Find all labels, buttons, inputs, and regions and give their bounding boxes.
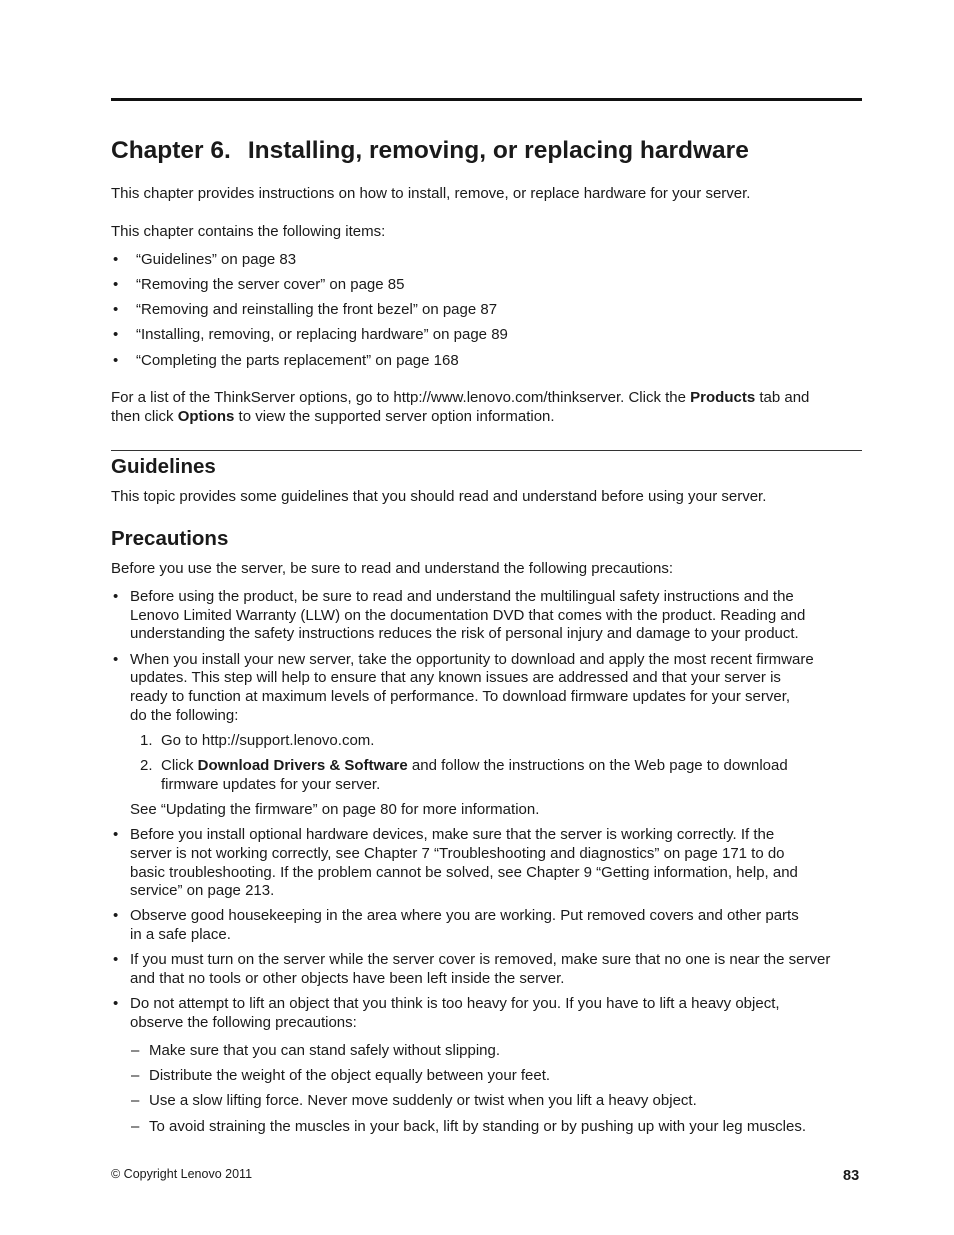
chapter-title: Installing, removing, or replacing hardware: [247, 137, 749, 164]
precautions-intro: Before you use the server, be sure to read and understand the following precautions:: [111, 560, 674, 577]
toc-item[interactable]: “Guidelines” on page 83: [136, 251, 297, 268]
bullet-dot: •: [113, 951, 119, 968]
options-ref: Options: [177, 408, 235, 425]
options-text: then click: [111, 408, 178, 425]
step-1: Go to http://support.lenovo.com.: [161, 732, 375, 749]
step-text: and follow the instructions on the Web page to download: [407, 757, 788, 774]
precaution-line: and that no tools or other objects have been left inside the server.: [130, 970, 565, 987]
precaution-line: do the following:: [130, 707, 239, 724]
bullet-dot: •: [113, 326, 119, 343]
lifting-item: Make sure that you can stand safely without slipping.: [149, 1042, 501, 1059]
precaution-line: updates. This step will help to ensure that any known issues are addressed and that your server is: [130, 669, 781, 686]
toc-item[interactable]: “Completing the parts replacement” on page 168: [136, 352, 459, 369]
toc-item[interactable]: “Removing and reinstalling the front bezel” on page 87: [136, 301, 498, 318]
bullet-dot: •: [113, 352, 119, 369]
bullet-dot: •: [113, 301, 119, 318]
bullet-dot: •: [113, 276, 119, 293]
page-number: 83: [843, 1168, 860, 1184]
chapter-top-rule: [111, 98, 862, 101]
bullet-dot: •: [113, 995, 119, 1012]
precaution-line: basic troubleshooting. If the problem cannot be solved, see Chapter 9 “Getting information, help, and: [130, 864, 798, 881]
bullet-dot: •: [113, 907, 119, 924]
lifting-item: Distribute the weight of the object equally between your feet.: [149, 1067, 551, 1084]
lifting-item: Use a slow lifting force. Never move suddenly or twist when you lift a heavy object.: [149, 1092, 697, 1109]
bullet-dot: •: [113, 651, 119, 668]
options-line-2: [111, 408, 555, 427]
options-line-1: [111, 389, 809, 408]
dash-marker: –: [131, 1067, 140, 1084]
chapter-intro: This chapter provides instructions on how to install, remove, or replace hardware for your server.: [111, 185, 751, 202]
dash-marker: –: [131, 1092, 140, 1109]
step-2-line-2: firmware updates for your server.: [161, 776, 381, 793]
contains-label: This chapter contains the following items:: [111, 223, 386, 240]
copyright: © Copyright Lenovo 2011: [111, 1167, 253, 1181]
step-number: 2.: [140, 757, 153, 774]
download-drivers-ref: Download Drivers & Software: [197, 757, 408, 774]
precaution-line: ready to function at maximum levels of performance. To download firmware updates for your server,: [130, 688, 791, 705]
precaution-line: Before using the product, be sure to read and understand the multilingual safety instructions and the: [130, 588, 794, 605]
precautions-heading: Precautions: [111, 527, 229, 550]
toc-item[interactable]: “Removing the server cover” on page 85: [136, 276, 405, 293]
dash-marker: –: [131, 1042, 140, 1059]
precaution-line: service” on page 213.: [130, 882, 275, 899]
precaution-line: Do not attempt to lift an object that you think is too heavy for you. If you have to lift a heavy object,: [130, 995, 780, 1012]
precaution-line: understanding the safety instructions reduces the risk of personal injury and damage to your product.: [130, 625, 799, 642]
dash-marker: –: [131, 1118, 140, 1135]
bullet-dot: •: [113, 588, 119, 605]
precaution-line: When you install your new server, take the opportunity to download and apply the most recent firmware: [130, 651, 814, 668]
options-text: For a list of the ThinkServer options, go to http://www.lenovo.com/thinkserver. Click the: [111, 389, 691, 406]
options-text: to view the supported server option information.: [234, 408, 555, 425]
step-number: 1.: [140, 732, 153, 749]
products-tab-ref: Products: [690, 389, 756, 406]
precaution-line: server is not working correctly, see Chapter 7 “Troubleshooting and diagnostics” on page 171 to do: [130, 845, 785, 862]
lifting-item: To avoid straining the muscles in your back, lift by standing or by pushing up with your leg muscles.: [149, 1118, 806, 1135]
guidelines-text: This topic provides some guidelines that you should read and understand before using your server.: [111, 488, 767, 505]
section-divider: [111, 450, 862, 451]
chapter-heading: [111, 137, 749, 165]
precaution-line: If you must turn on the server while the server cover is removed, make sure that no one is near the server: [130, 951, 831, 968]
precaution-line: in a safe place.: [130, 926, 231, 943]
precaution-line: Before you install optional hardware devices, make sure that the server is working correctly. If the: [130, 826, 775, 843]
step-2: [161, 757, 788, 776]
see-also: See “Updating the firmware” on page 80 for more information.: [130, 801, 540, 818]
chapter-number: Chapter 6.: [111, 137, 231, 164]
precaution-line: observe the following precautions:: [130, 1014, 357, 1031]
step-text: Click: [161, 757, 198, 774]
precaution-line: Lenovo Limited Warranty (LLW) on the documentation DVD that comes with the product. Reading and: [130, 607, 806, 624]
toc-item[interactable]: “Installing, removing, or replacing hardware” on page 89: [136, 326, 508, 343]
guidelines-heading: Guidelines: [111, 455, 216, 478]
options-text: tab and: [755, 389, 810, 406]
precaution-line: Observe good housekeeping in the area where you are working. Put removed covers and other parts: [130, 907, 799, 924]
bullet-dot: •: [113, 251, 119, 268]
bullet-dot: •: [113, 826, 119, 843]
